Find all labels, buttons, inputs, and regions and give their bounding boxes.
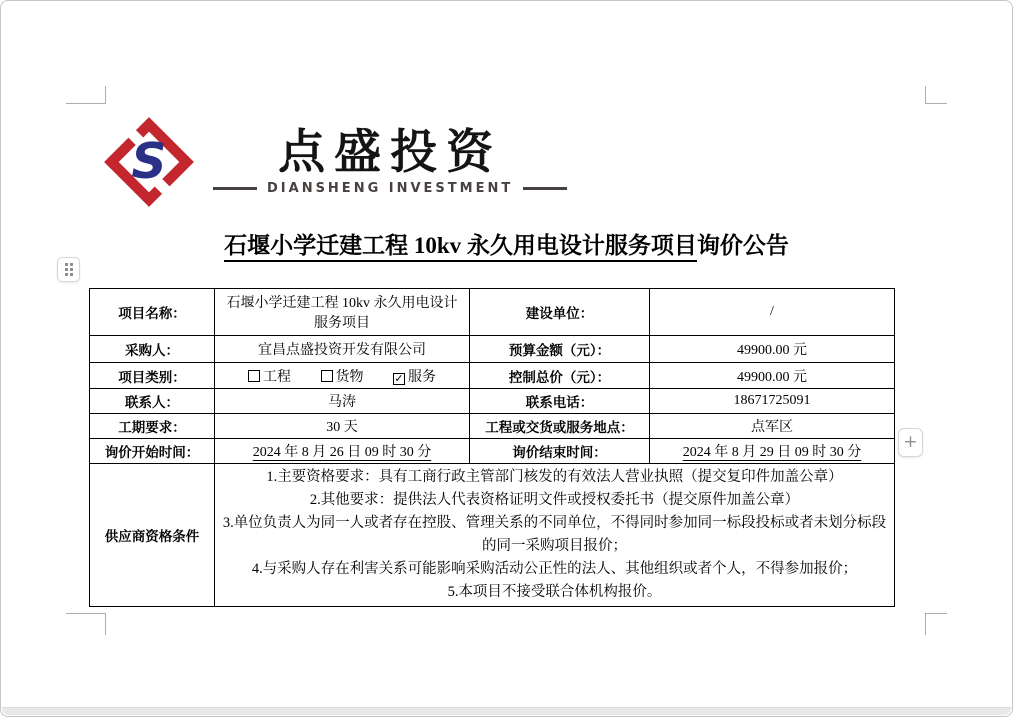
drag-dots-icon xyxy=(65,263,73,276)
cell-label: 控制总价（元）： xyxy=(470,363,650,389)
cell-label: 项目名称： xyxy=(90,289,215,336)
qualification-content xyxy=(215,464,895,607)
qualification-line: 2.其他要求：提供法人代表资格证明文件或授权委托书（提交原件加盖公章） xyxy=(309,492,800,508)
checkbox-unchecked-icon xyxy=(248,370,260,382)
cell-value: 点军区 xyxy=(650,414,895,439)
cell-label: 工期要求： xyxy=(90,414,215,439)
cell-value: 18671725091 xyxy=(650,389,895,414)
table-insert-button[interactable] xyxy=(898,428,923,457)
title-underlined-part: 石堰小学迁建工程 10kv 永久用电设计服务项目 xyxy=(224,233,697,262)
table-row xyxy=(90,389,895,414)
cell-label: 工程或交货或服务地点： xyxy=(470,414,650,439)
inquiry-start-time: 2024 年 8 月 26 日 09 时 30 分 xyxy=(215,439,470,464)
qualification-line: 4.与采购人存在利害关系可能影响采购活动公正性的法人、其他组织或者个人，不得参加报价； xyxy=(251,561,858,577)
margin-mark-bottom-left xyxy=(66,613,106,635)
table-row xyxy=(90,289,895,336)
brand-text xyxy=(213,124,567,197)
checkbox-option-fuwu[interactable]: ✓ 服务 xyxy=(394,369,436,385)
brand-dash-right xyxy=(523,187,567,190)
cell-value: 30 天 xyxy=(215,414,470,439)
table-row xyxy=(90,363,895,389)
table-row xyxy=(90,464,895,607)
qualification-line: 3.单位负责人为同一人或者存在控股、管理关系的不同单位，不得同时参加同一标段投标或者未划分标段的同一采购项目报价； xyxy=(222,515,887,554)
cell-value: 石堰小学迁建工程 10kv 永久用电设计服务项目 xyxy=(215,289,470,336)
brand-name-cn: 点盛投资 xyxy=(278,124,503,180)
margin-mark-top-left xyxy=(66,86,106,104)
cell-label: 采购人： xyxy=(90,336,215,363)
checkbox-option-gongcheng[interactable]: 工程 xyxy=(248,370,291,385)
logo-diamond-icon xyxy=(99,115,199,209)
checkbox-unchecked-icon xyxy=(321,370,333,382)
page-title xyxy=(1,227,1012,260)
cell-label: 联系电话： xyxy=(470,389,650,414)
checkbox-option-huowu[interactable]: 货物 xyxy=(321,370,364,385)
cell-label: 建设单位： xyxy=(470,289,650,336)
table-row xyxy=(90,414,895,439)
qualification-line: 1.主要资格要求：具有工商行政主管部门核发的有效法人营业执照（提交复印件加盖公章） xyxy=(266,469,843,485)
brand-name-en: DIANSHENG INVESTMENT xyxy=(267,181,514,197)
cell-value: 宜昌点盛投资开发有限公司 xyxy=(215,336,470,363)
cell-value: 49900.00 元 xyxy=(650,336,895,363)
cell-label: 询价开始时间： xyxy=(90,439,215,464)
qualification-label: 供应商资格条件 xyxy=(90,464,215,607)
inquiry-end-time: 2024 年 8 月 29 日 09 时 30 分 xyxy=(650,439,895,464)
cell-label: 项目类别： xyxy=(90,363,215,389)
margin-mark-bottom-right xyxy=(925,613,947,635)
cell-label: 预算金额（元）： xyxy=(470,336,650,363)
cell-label: 询价结束时间： xyxy=(470,439,650,464)
title-tail: 询价公告 xyxy=(696,233,789,258)
logo-monogram: S xyxy=(131,132,167,190)
cell-label: 联系人： xyxy=(90,389,215,414)
cell-value: 马涛 xyxy=(215,389,470,414)
cell-value: / xyxy=(650,289,895,336)
plus-icon: + xyxy=(903,432,918,452)
company-logo xyxy=(99,115,567,209)
category-options-cell xyxy=(215,363,470,389)
announcement-table xyxy=(89,288,895,607)
brand-dash-left xyxy=(213,187,257,190)
table-row xyxy=(90,439,895,464)
horizontal-scrollbar-track[interactable] xyxy=(2,707,1011,715)
cell-value: 49900.00 元 xyxy=(650,363,895,389)
table-drag-handle[interactable] xyxy=(57,257,80,282)
qualification-line: 5.本项目不接受联合体机构报价。 xyxy=(447,584,662,600)
margin-mark-top-right xyxy=(925,86,947,104)
table-row xyxy=(90,336,895,363)
checkbox-checked-icon: ✓ xyxy=(394,371,404,385)
